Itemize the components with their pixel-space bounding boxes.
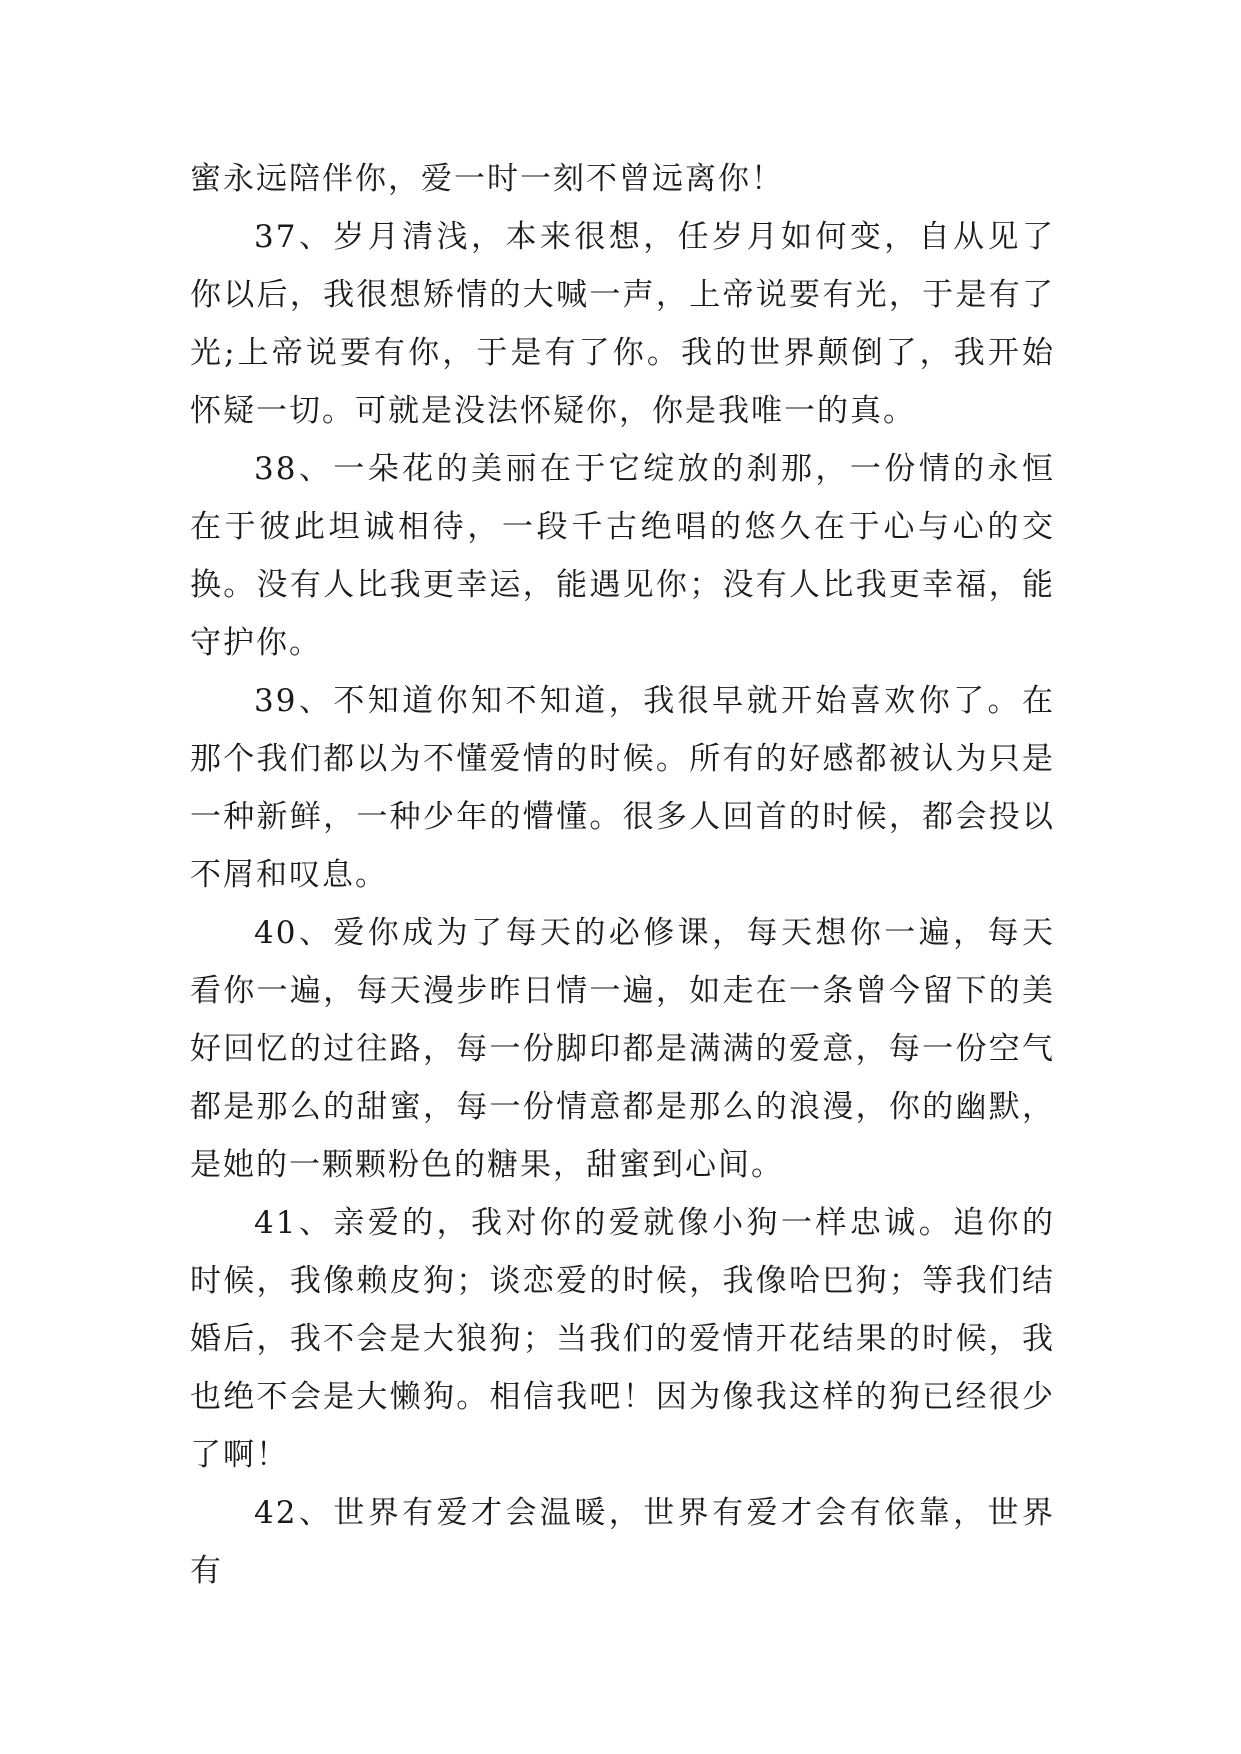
paragraph-39: 39、不知道你知不知道，我很早就开始喜欢你了。在那个我们都以为不懂爱情的时候。所有的好感都被认为只是一种新鲜，一种少年的懵懂。很多人回首的时候，都会投以不屑和叹息。 <box>190 683 1055 893</box>
paragraph-continuation: 蜜永远陪伴你，爱一时一刻不曾远离你！ <box>190 161 784 197</box>
paragraph-42: 42、世界有爱才会温暖，世界有爱才会有依靠，世界有 <box>190 1495 1055 1589</box>
document-body <box>190 150 1055 1600</box>
paragraph-37: 37、岁月清浅，本来很想，任岁月如何变，自从见了你以后，我很想矫情的大喊一声，上帝说要有光，于是有了光;上帝说要有你，于是有了你。我的世界颠倒了，我开始怀疑一切。可就是没法怀疑你，你是我唯一的真。 <box>190 219 1055 429</box>
paragraph-38: 38、一朵花的美丽在于它绽放的刹那，一份情的永恒在于彼此坦诚相待，一段千古绝唱的悠久在于心与心的交换。没有人比我更幸运，能遇见你；没有人比我更幸福，能守护你。 <box>190 451 1055 661</box>
paragraph-40: 40、爱你成为了每天的必修课，每天想你一遍，每天看你一遍，每天漫步昨日情一遍，如走在一条曾今留下的美好回忆的过往路，每一份脚印都是满满的爱意，每一份空气都是那么的甜蜜，每一份情意都是那么的浪漫，你的幽默，是她的一颗颗粉色的糖果，甜蜜到心间。 <box>190 915 1055 1183</box>
paragraph-41: 41、亲爱的，我对你的爱就像小狗一样忠诚。追你的时候，我像赖皮狗；谈恋爱的时候，我像哈巴狗；等我们结婚后，我不会是大狼狗；当我们的爱情开花结果的时候，我也绝不会是大懒狗。相信我吧！因为像我这样的狗已经很少了啊！ <box>190 1205 1055 1473</box>
